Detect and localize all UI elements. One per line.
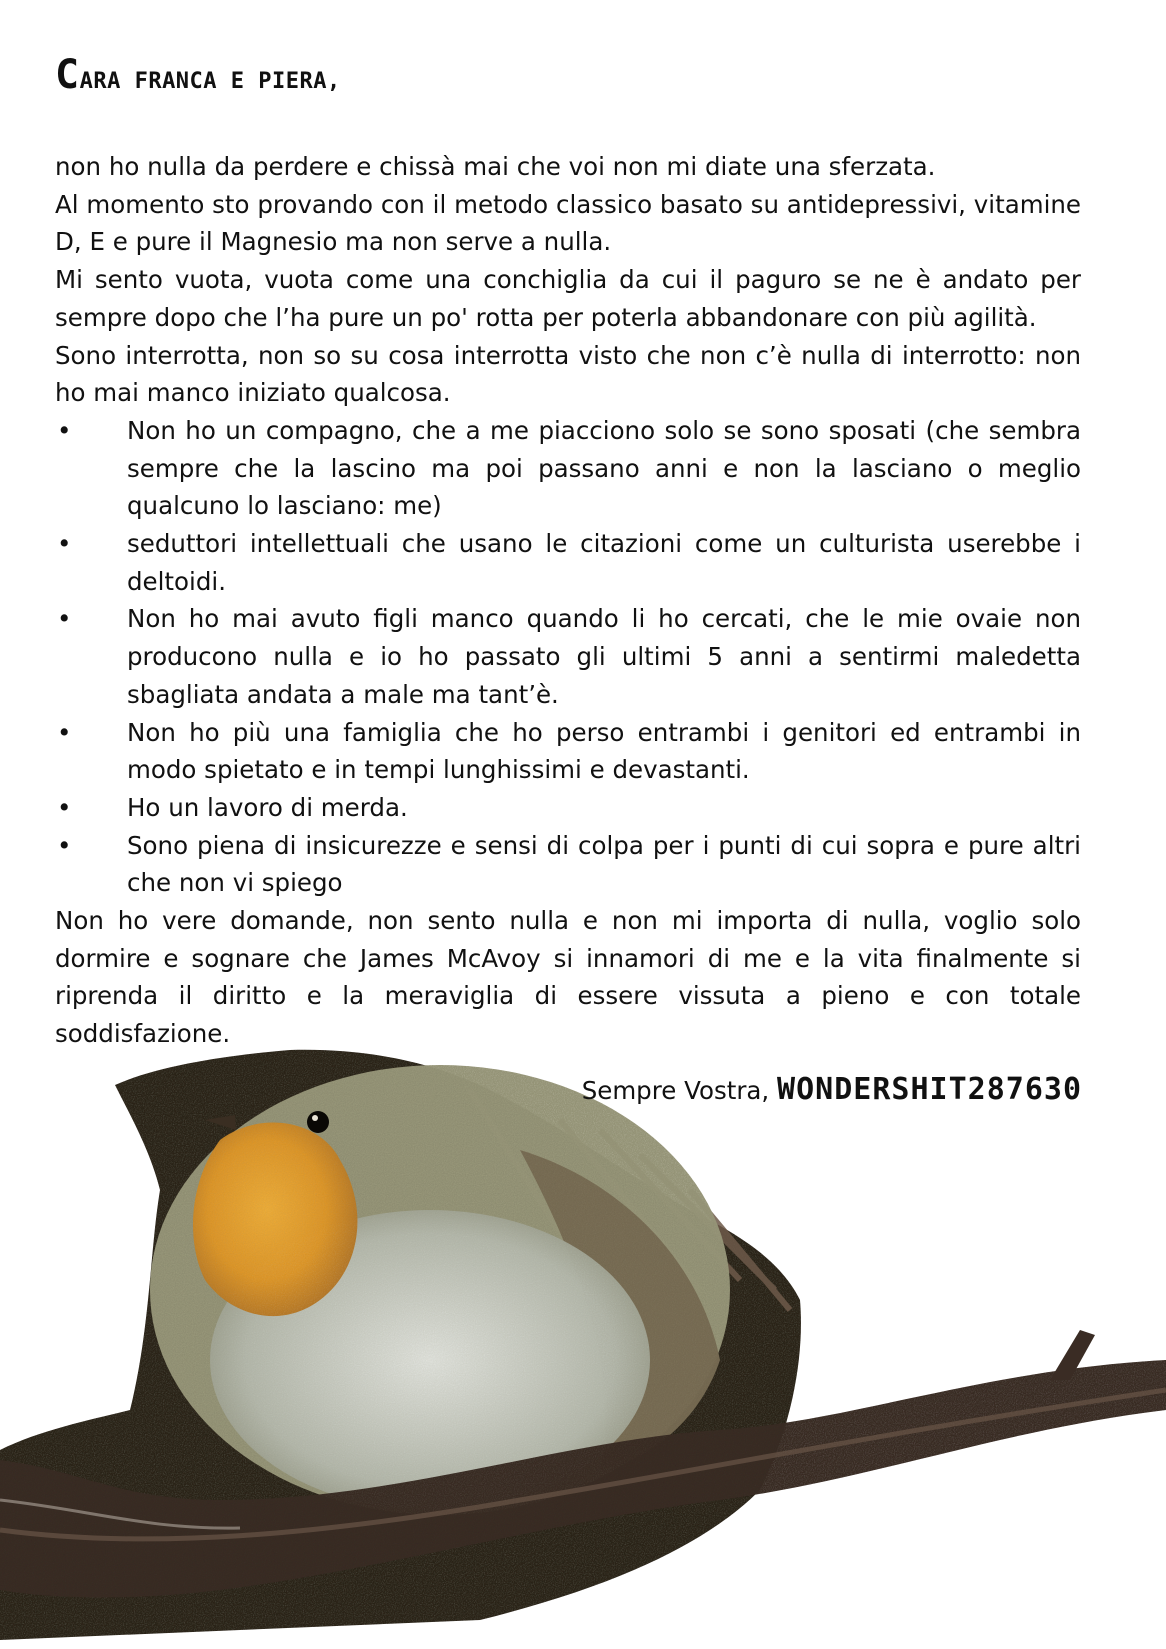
- bullet-text: Non ho mai avuto figli manco quando li ho cercati, che le mie ovaie non producono nulla e io ho passato gli ultimi 5 anni a sentirmi maledetta sbagliata andata a male ma tant’è.: [127, 604, 1081, 709]
- bullet-text: Sono piena di insicurezze e sensi di colpa per i punti di cui sopra e pure altri che non vi spiego: [127, 830, 1081, 898]
- bullet-text: seduttori intellettuali che usano le citazioni come un culturista userebbe i deltoidi.: [127, 529, 1081, 596]
- sign-off-text: Sempre Vostra,: [581, 1076, 770, 1105]
- letter-paragraph: Mi sento vuota, vuota come una conchiglia da cui il paguro se ne è andato per sempre dopo che l’ha pure un po' rotta per poterla abbandonare con più agilità.: [55, 265, 1081, 332]
- bullet-icon: •: [57, 529, 72, 559]
- bullet-item: [55, 827, 1081, 902]
- closing-paragraph: Non ho vere domande, non sento nulla e non mi importa di nulla, voglio solo dormire e sognare che James McAvoy si innamori di me e la vita finalmente si riprenda il diritto e la meraviglia di essere vissuta a pieno e con totale soddisfazione.: [55, 906, 1081, 1049]
- letter-body: [55, 148, 1081, 1053]
- salutation-initial: C: [55, 52, 80, 98]
- bullet-text: Non ho un compagno, che a me piacciono solo se sono sposati (che sembra sempre che la lascino ma poi passano anni e non la lasciano o meglio qualcuno lo lasciano: me): [127, 415, 1081, 521]
- bullet-item: [55, 412, 1081, 525]
- bullet-item: [55, 714, 1081, 789]
- letter-paragraph: non ho nulla da perdere e chissà mai che voi non mi diate una sferzata.: [55, 152, 936, 181]
- robin-breast: [193, 1123, 357, 1317]
- letter-paragraph: Sono interrotta, non so su cosa interrotta visto che non c’è nulla di interrotto: non ho mai manco iniziato qualcosa.: [55, 340, 1081, 408]
- salutation-text: ARA FRANCA E PIERA: [79, 69, 328, 94]
- signature: WONDERSHIT287630: [777, 1072, 1082, 1107]
- bullet-text: Non ho più una famiglia che ho perso entrambi i genitori ed entrambi in modo spietato e in tempi lunghissimi e devastanti.: [127, 717, 1081, 785]
- bullet-item: [55, 789, 1081, 827]
- bullet-icon: •: [57, 415, 72, 445]
- robin-photo: [0, 1030, 1166, 1649]
- salutation-comma: ,: [327, 69, 341, 94]
- sign-off: [582, 1072, 1082, 1107]
- robin-eye: [307, 1111, 329, 1133]
- bullet-icon: •: [57, 830, 72, 860]
- bullet-icon: •: [57, 604, 72, 634]
- bullet-icon: •: [57, 792, 72, 822]
- bullet-text: Ho un lavoro di merda.: [127, 792, 408, 822]
- bullet-item: [55, 600, 1081, 713]
- salutation: [55, 52, 341, 98]
- bullet-icon: •: [57, 717, 72, 747]
- bullet-item: [55, 525, 1081, 600]
- letter-paragraph: Al momento sto provando con il metodo classico basato su antidepressivi, vitamine D, E e pure il Magnesio ma non serve a nulla.: [55, 189, 1081, 257]
